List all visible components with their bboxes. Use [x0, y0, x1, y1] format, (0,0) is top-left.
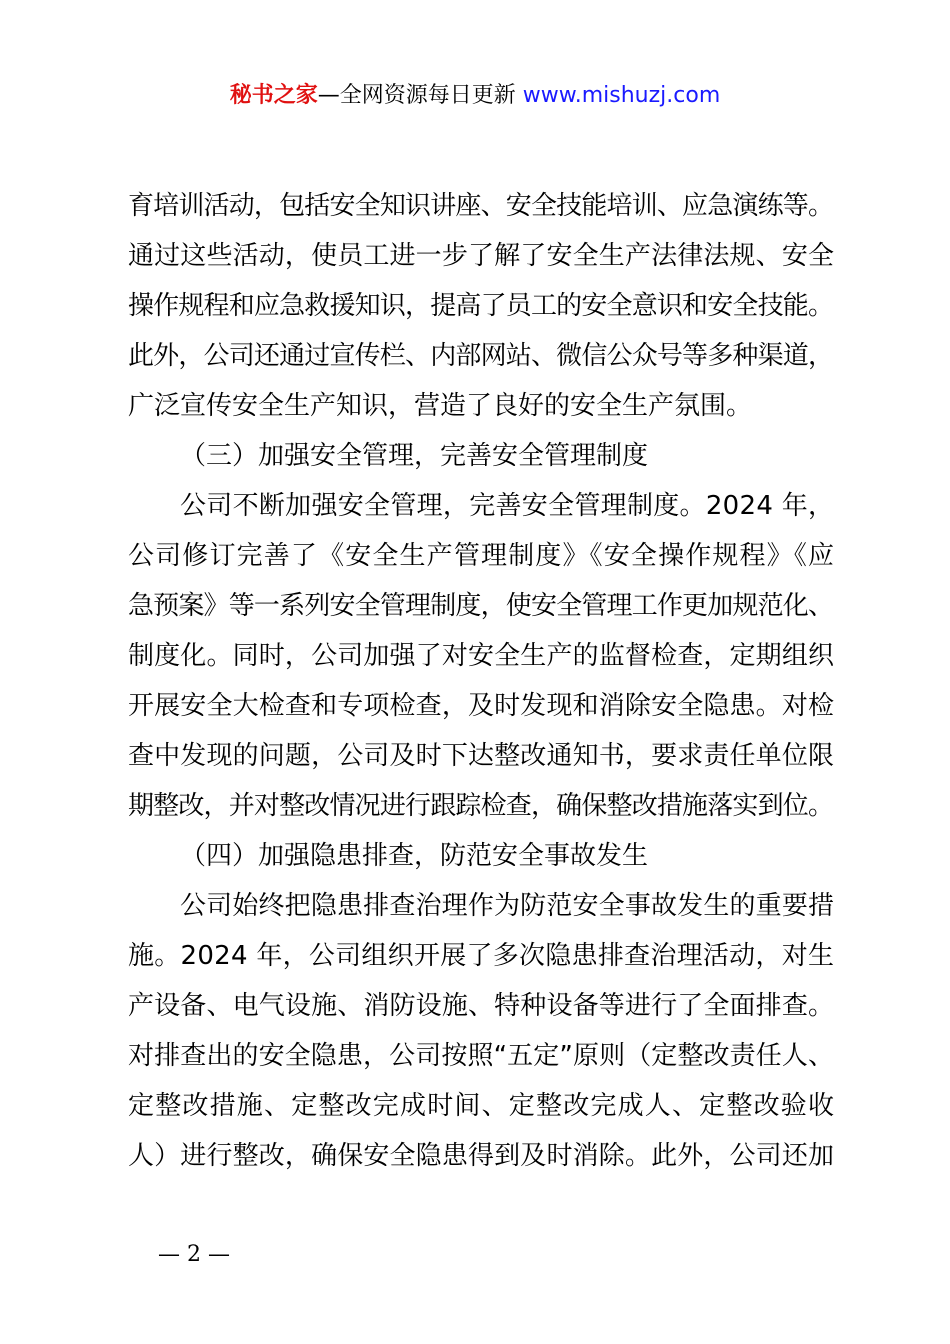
text-line: 公司修订完善了《安全生产管理制度》《安全操作规程》《应 [128, 541, 836, 571]
text-line: 广泛宣传安全生产知识，营造了良好的安全生产氛围。 [128, 391, 753, 421]
text-line: 对排查出的安全隐患，公司按照“五定”原则（定整改责任人、 [128, 1041, 835, 1071]
text-line: 公司始终把隐患排查治理作为防范安全事故发生的重要措 [180, 891, 835, 921]
text-line: （四）加强隐患排查，防范安全事故发生 [180, 841, 649, 871]
text-line: 急预案》等一系列安全管理制度，使安全管理工作更加规范化、 [128, 591, 834, 621]
text-line: 定整改措施、定整改完成时间、定整改完成人、定整改验收 [128, 1091, 836, 1121]
text-line: 通过这些活动，使员工进一步了解了安全生产法律法规、安全 [128, 241, 835, 271]
text-line: 人）进行整改，确保安全隐患得到及时消除。此外，公司还加 [128, 1141, 835, 1171]
text-line: 产设备、电气设施、消防设施、特种设备等进行了全面排查。 [128, 991, 835, 1021]
text-line: 施。2024 年，公司组织开展了多次隐患排查治理活动，对生 [128, 941, 835, 971]
document-body [128, 181, 834, 1181]
page-number: — 2 — [158, 1242, 230, 1267]
brand-name: 秘书之家 [229, 83, 318, 108]
text-line: 育培训活动，包括安全知识讲座、安全技能培训、应急演练等。 [128, 191, 834, 221]
text-line: 开展安全大检查和专项检查，及时发现和消除安全隐患。对检 [128, 691, 835, 721]
text-line: 查中发现的问题，公司及时下达整改通知书，要求责任单位限 [128, 741, 835, 771]
page-header [0, 80, 950, 112]
text-line: 操作规程和应急救援知识，提高了员工的安全意识和安全技能。 [128, 291, 834, 321]
text-line: 此外，公司还通过宣传栏、内部网站、微信公众号等多种渠道， [128, 341, 834, 371]
text-line: 期整改，并对整改情况进行跟踪检查，确保整改措施落实到位。 [128, 791, 834, 821]
site-url[interactable]: www.mishuzj.com [522, 83, 721, 108]
text-line: （三）加强安全管理，完善安全管理制度 [180, 441, 649, 471]
header-tagline: —全网资源每日更新 [317, 83, 516, 108]
text-line: 公司不断加强安全管理，完善安全管理制度。2024 年， [180, 491, 835, 521]
text-line: 制度化。同时，公司加强了对安全生产的监督检查，定期组织 [128, 641, 835, 671]
